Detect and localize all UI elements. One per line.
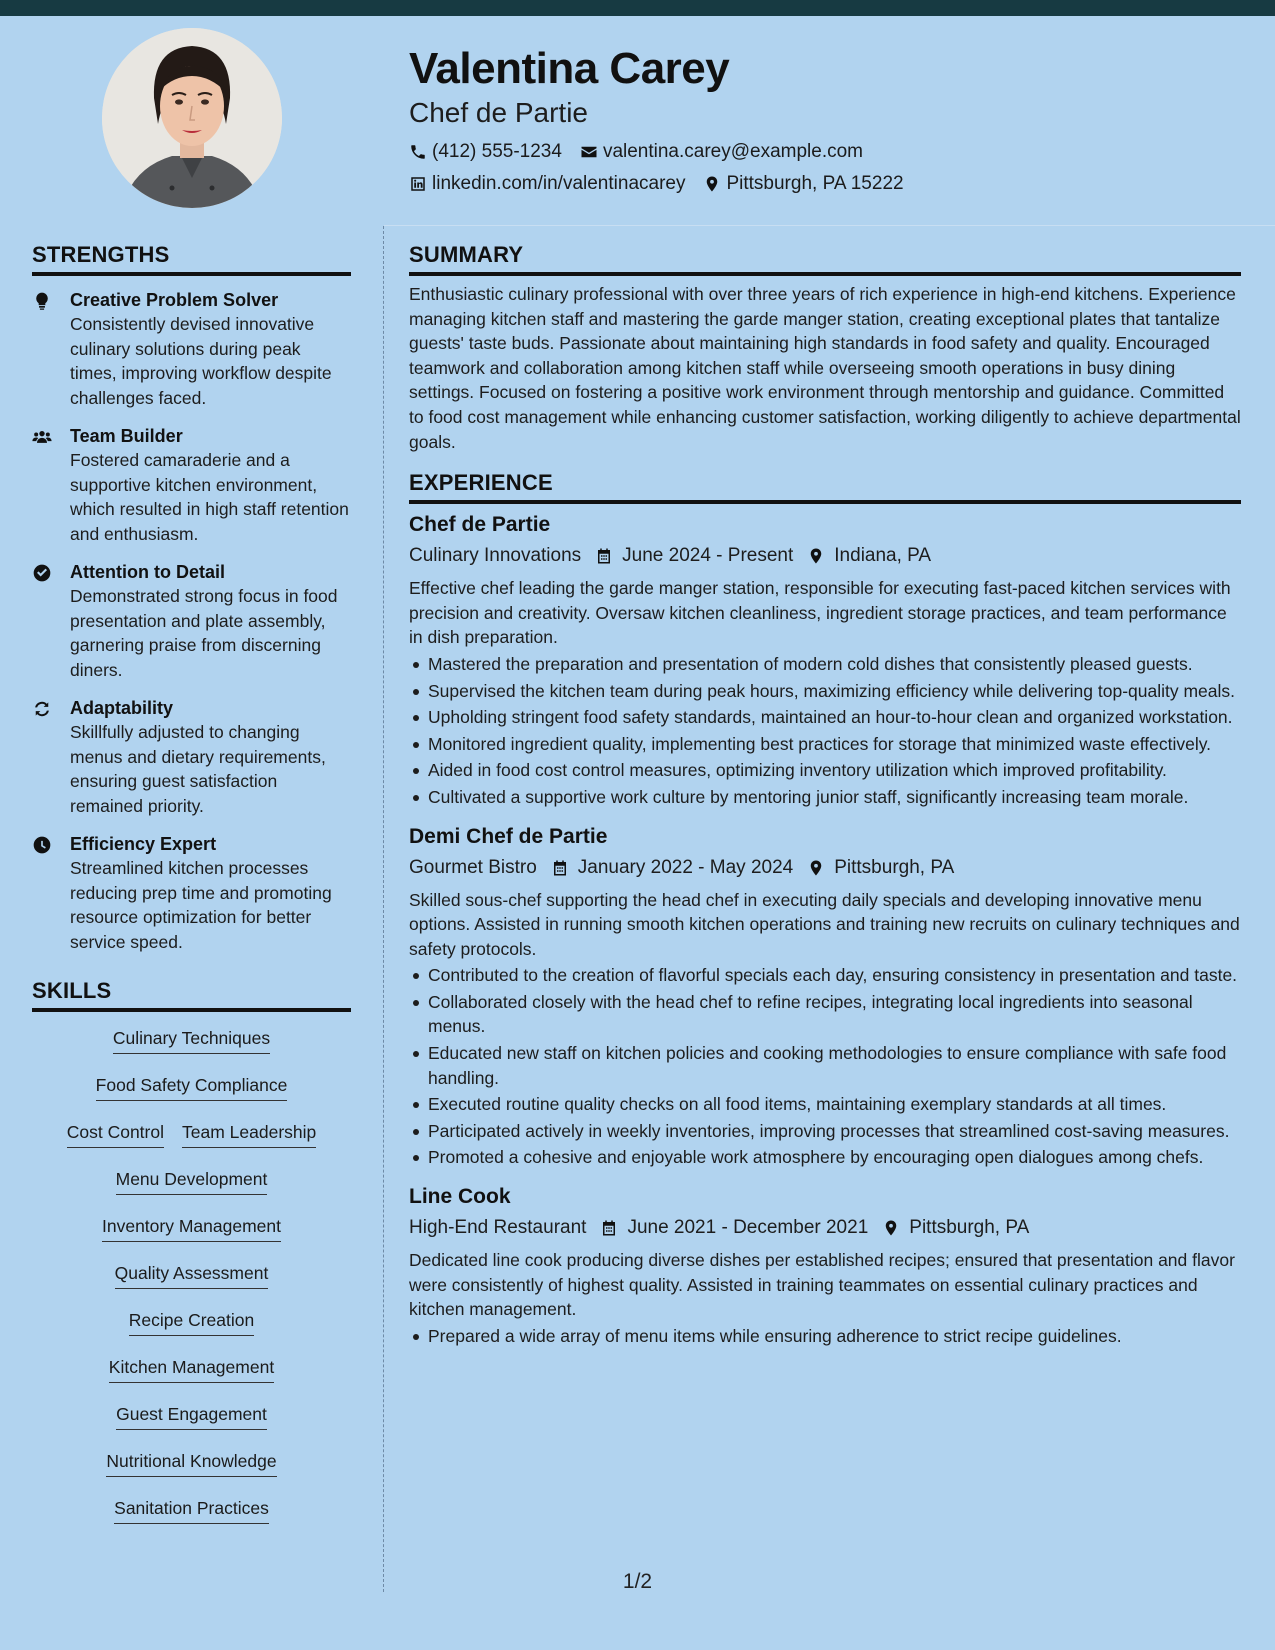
job-bullets	[409, 652, 1241, 810]
bullet-item: Prepared a wide array of menu items while ensuring adherence to strict recipe guidelines.	[409, 1324, 1241, 1349]
job-meta	[409, 854, 1241, 882]
check-circle-icon	[32, 563, 52, 583]
calendar-icon	[595, 547, 613, 565]
skill-tag: Quality Assessment	[115, 1259, 269, 1289]
skill-tag: Nutritional Knowledge	[106, 1447, 276, 1477]
skills-list	[32, 1024, 351, 1541]
job-entry	[409, 1182, 1241, 1348]
strength-title: Efficiency Expert	[70, 834, 217, 854]
job-meta	[409, 542, 1241, 570]
header-divider	[384, 225, 1275, 226]
experience-heading: EXPERIENCE	[409, 468, 1241, 504]
linkedin-icon	[409, 175, 427, 193]
job-title: Demi Chef de Partie	[409, 824, 608, 848]
strength-desc: Skillfully adjusted to changing menus and dietary requirements, ensuring guest satisfaction remained priority.	[70, 722, 326, 816]
job-description: Skilled sous-chef supporting the head chef in executing daily specials and developing innovative menu options. Assisted in running smooth kitchen operations and training new recruits on culinary techniques and safety protocols.	[409, 889, 1240, 959]
skill-tag: Kitchen Management	[109, 1353, 274, 1383]
contact-row-1	[409, 140, 1229, 164]
skills-heading: SKILLS	[32, 976, 351, 1012]
bullet-item: Mastered the preparation and presentation of modern cold dishes that consistently pleased guests.	[409, 652, 1241, 677]
map-pin-icon	[807, 859, 825, 877]
bullet-item: Participated actively in weekly inventories, improving processes that streamlined cost-saving measures.	[409, 1119, 1241, 1144]
map-pin-icon	[703, 175, 721, 193]
contact-linkedin[interactable]	[409, 172, 685, 196]
linkedin-text: linkedin.com/in/valentinacarey	[432, 173, 686, 194]
job-entry	[409, 822, 1241, 1171]
job-bullets	[409, 963, 1241, 1170]
page-number: 1/2	[622, 1570, 653, 1593]
strength-desc: Fostered camaraderie and a supportive kitchen environment, which resulted in high staff retention and enthusiasm.	[70, 450, 349, 544]
phone-text: (412) 555-1234	[432, 141, 562, 162]
profile-photo	[102, 28, 282, 208]
job-entry	[409, 510, 1241, 809]
job-title: Line Cook	[409, 1185, 511, 1209]
sync-icon	[32, 699, 52, 719]
skill-tag: Menu Development	[116, 1165, 268, 1195]
strength-item	[32, 424, 351, 546]
strength-desc: Demonstrated strong focus in food presentation and plate assembly, garnering praise from discerning diners.	[70, 586, 338, 680]
candidate-name: Valentina Carey	[409, 44, 730, 93]
strength-desc: Consistently devised innovative culinary solutions during peak times, improving workflow despite challenges faced.	[70, 314, 332, 408]
skill-tag: Cost Control	[67, 1118, 164, 1148]
bullet-item: Supervised the kitchen team during peak hours, maximizing efficiency while delivering top-quality meals.	[409, 679, 1241, 704]
strength-item	[32, 832, 351, 954]
bullet-item: Educated new staff on kitchen policies and cooking methodologies to ensure compliance with safe food handling.	[409, 1041, 1241, 1090]
job-location: Indiana, PA	[834, 545, 932, 567]
summary-heading: SUMMARY	[409, 240, 1241, 276]
contact-location	[703, 172, 903, 196]
email-text: valentina.carey@example.com	[602, 141, 864, 162]
strengths-list	[32, 288, 351, 954]
lightbulb-icon	[32, 291, 52, 311]
clock-icon	[32, 835, 52, 855]
envelope-icon	[580, 143, 598, 161]
strength-title: Attention to Detail	[70, 562, 225, 582]
location-text: Pittsburgh, PA 15222	[726, 173, 904, 194]
job-bullets	[409, 1324, 1241, 1349]
job-description: Dedicated line cook producing diverse dishes per established recipes; ensured that presentation and flavor were consistently of highest quality. Assisted in training teammates on essential culinary practices and kitchen management.	[409, 1250, 1235, 1320]
job-description: Effective chef leading the garde manger station, responsible for executing fast-paced kitchen services with precision and creativity. Oversaw kitchen cleanliness, ingredient storage practices, and team performance in dish preparation.	[409, 578, 1231, 648]
skill-tag: Sanitation Practices	[114, 1494, 269, 1524]
skills-section	[32, 976, 351, 1541]
bullet-item: Upholding stringent food safety standards, maintained an hour-to-hour clean and organized workstation.	[409, 705, 1241, 730]
bullet-item: Contributed to the creation of flavorful specials each day, ensuring consistency in presentation and taste.	[409, 963, 1241, 988]
resume-header	[409, 42, 1229, 196]
bullet-item: Executed routine quality checks on all food items, maintaining exemplary standards at all times.	[409, 1092, 1241, 1117]
bullet-item: Aided in food cost control measures, optimizing inventory utilization which improved profitability.	[409, 758, 1241, 783]
contact-phone[interactable]	[409, 140, 562, 164]
strength-desc: Streamlined kitchen processes reducing prep time and promoting resource optimization for better service speed.	[70, 858, 332, 952]
skill-tag: Food Safety Compliance	[96, 1071, 288, 1101]
contact-row-2	[409, 172, 1229, 196]
column-divider	[383, 226, 384, 1592]
job-company: Gourmet Bistro	[409, 856, 537, 878]
strengths-heading: STRENGTHS	[32, 240, 351, 276]
bullet-item: Collaborated closely with the head chef to refine recipes, integrating local ingredients into seasonal menus.	[409, 990, 1241, 1039]
skill-tag: Inventory Management	[102, 1212, 281, 1242]
strength-title: Creative Problem Solver	[70, 290, 279, 310]
job-meta	[409, 1214, 1241, 1242]
bullet-item: Cultivated a supportive work culture by mentoring junior staff, significantly increasing team morale.	[409, 785, 1241, 810]
sidebar	[32, 240, 351, 1541]
job-company: Culinary Innovations	[409, 545, 582, 567]
strength-title: Adaptability	[70, 698, 174, 718]
phone-icon	[409, 143, 427, 161]
job-location: Pittsburgh, PA	[834, 856, 955, 878]
job-location: Pittsburgh, PA	[909, 1217, 1030, 1239]
skill-tag: Recipe Creation	[129, 1306, 254, 1336]
strength-title: Team Builder	[70, 426, 183, 446]
skill-tag: Guest Engagement	[116, 1400, 267, 1430]
job-company: High-End Restaurant	[409, 1217, 587, 1239]
map-pin-icon	[807, 547, 825, 565]
strength-item	[32, 560, 351, 682]
main-column	[409, 240, 1241, 1350]
strength-item	[32, 696, 351, 818]
job-dates: January 2022 - May 2024	[577, 856, 794, 878]
contact-email[interactable]	[580, 140, 863, 164]
map-pin-icon	[882, 1219, 900, 1237]
job-title: Chef de Partie	[409, 513, 551, 537]
skill-tag: Culinary Techniques	[113, 1024, 270, 1054]
job-dates: June 2024 - Present	[622, 545, 794, 567]
users-icon	[32, 427, 52, 447]
calendar-icon	[600, 1219, 618, 1237]
summary-text: Enthusiastic culinary professional with over three years of rich experience in high-end kitchens. Experience managing kitchen staff and mastering the garde manger station, creating exceptional plates that tantalize guests' taste buds. Passionate about maintaining high standards in food safety and quality. Encouraged teamwork and collaboration among kitchen staff while overseeing smooth operations in busy dining settings. Focused on fostering a positive work environment through mentorship and guidance. Committed to food cost management while enhancing customer satisfaction, working diligently to achieve departmental goals.	[409, 284, 1241, 452]
strength-item	[32, 288, 351, 410]
bullet-item: Promoted a cohesive and enjoyable work atmosphere by encouraging open dialogues among chefs.	[409, 1145, 1241, 1170]
candidate-title: Chef de Partie	[409, 97, 588, 128]
calendar-icon	[551, 859, 569, 877]
top-accent-bar	[0, 0, 1275, 16]
bullet-item: Monitored ingredient quality, implementing best practices for storage that minimized waste effectively.	[409, 732, 1241, 757]
skill-tag: Team Leadership	[182, 1118, 316, 1148]
job-dates: June 2021 - December 2021	[627, 1217, 869, 1239]
